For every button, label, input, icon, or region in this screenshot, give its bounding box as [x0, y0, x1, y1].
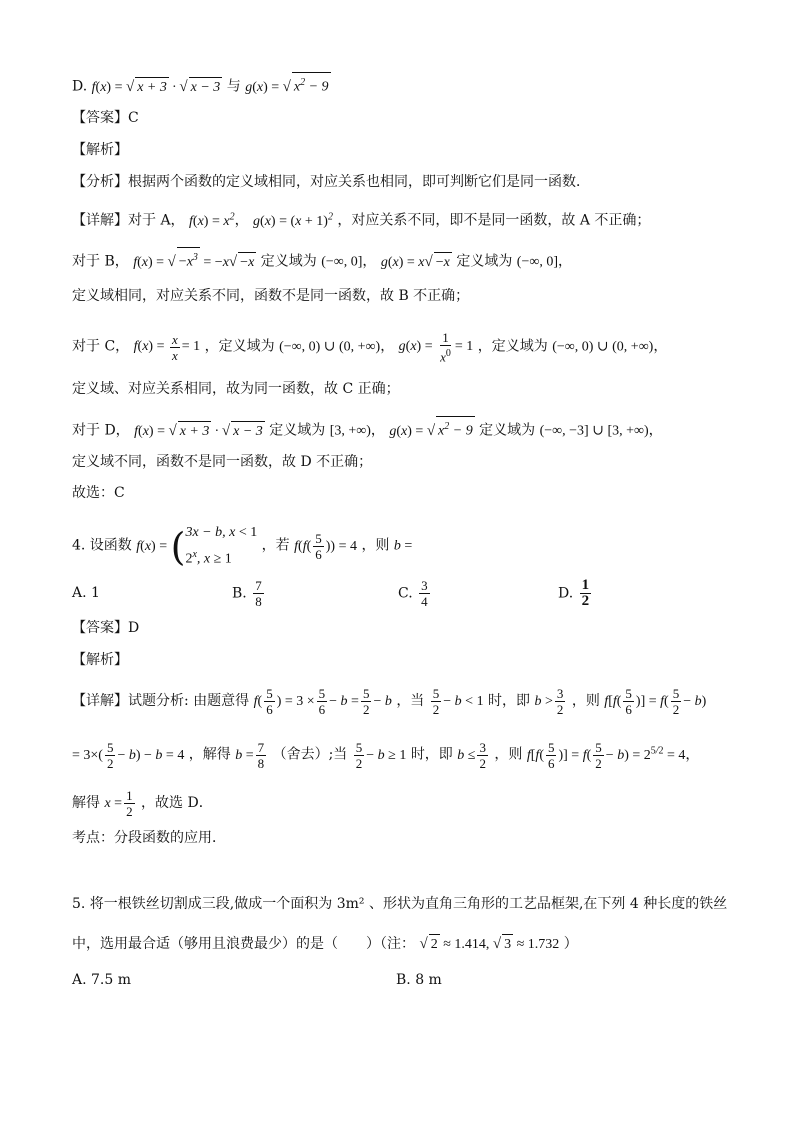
option-label: D.: [72, 78, 88, 95]
option-label: D.: [558, 585, 574, 602]
question-4: [72, 522, 412, 571]
formula: (−∞, 0) ∪ (0, +∞)，: [279, 339, 395, 355]
question-tail: ，则: [361, 537, 390, 554]
detail-d-line: [72, 416, 663, 442]
question-mid: ，若: [261, 537, 290, 554]
question-text: 中，选用最合适（够用且浪费最少）的是（ ）（注：: [72, 936, 415, 952]
formula: [3, +∞)，: [329, 423, 385, 439]
domain-text: ，定义域为: [477, 338, 548, 355]
detail-tail: ，对应关系不同，即不是同一函数，故 A 不正确；: [337, 212, 651, 229]
detail-b-conclusion: 定义域相同，对应关系不同，函数不是同一函数，故 B 不正确；: [72, 288, 470, 304]
formula: $\frac{5}{2}$ − b < 1: [432, 686, 484, 718]
formula: f(x) = √ x + 3 · √ x − 3: [134, 424, 265, 439]
analysis-text: 【分析】根据两个函数的定义域相同，对应关系也相同，即可判断它们是同一函数．: [72, 174, 590, 190]
q4-solution-line-3: [72, 786, 213, 821]
domain-text: 定义域为: [260, 253, 317, 270]
question-5-line-2: [72, 934, 578, 955]
detail-c-line: [72, 330, 667, 364]
formula: f[f( $\frac{5}{6}$ )] = f( $\frac{5}{2}$ − $b) = 2^{5/2} = 4$，: [526, 739, 700, 771]
detail-lead: 【详解】对于 A，: [72, 212, 185, 229]
formula: $f(x) = x^2$: [189, 211, 235, 229]
domain-text: 定义域为: [479, 422, 536, 439]
formula: f(f( $\frac{5}{6}$ )) = 4: [294, 530, 357, 562]
option-a[interactable]: A. 7.5 m: [72, 972, 132, 988]
formula: (−∞, 0) ∪ (0, +∞)，: [552, 339, 668, 355]
formula: (−∞, 0]，: [321, 254, 377, 270]
analysis-label: 【解析】: [72, 142, 128, 158]
formula: f( $\frac{5}{6}$ ) = 3 × $\frac{5}{6}$ − b = $\frac{5}{2}$ − b: [253, 686, 392, 718]
q4-solution-line-1: [72, 684, 706, 719]
formula: b ≤ $\frac{3}{2}$: [457, 739, 486, 771]
detail-c-conclusion: 定义域、对应关系相同，故为同一函数，故 C 正确；: [72, 381, 400, 397]
option-label: B.: [232, 585, 247, 602]
answer-label: 【答案】D: [72, 620, 140, 636]
detail-b-line: [72, 247, 572, 273]
detail-lead: 对于 B，: [72, 253, 129, 270]
option-c[interactable]: C. $\frac{3}{4}$: [398, 578, 428, 609]
solution-text: 时，即: [410, 746, 453, 763]
solution-text: ，解得: [188, 746, 231, 763]
solution-text: ，当: [396, 693, 425, 709]
option-d-line: [72, 72, 331, 98]
question-5-options: [72, 970, 722, 994]
domain-text: 定义域为: [269, 422, 326, 439]
formula: b =: [393, 538, 413, 554]
formula: $\frac{5}{2}$ − b ≥ 1: [355, 739, 407, 771]
answer-label: 【答案】C: [72, 110, 139, 126]
detail-lead: 对于 C，: [72, 338, 130, 355]
q4-solution-line-2: [72, 734, 699, 773]
choice-text: 故选：C: [72, 485, 125, 501]
detail-d-conclusion: 定义域不同，函数不是同一函数，故 D 不正确；: [72, 454, 373, 470]
key-point: 考点：分段函数的应用．: [72, 830, 226, 846]
detail-a-line: 【详解】对于 A， $f(x) = x^2$， $g(x) = (x + 1)^2$ ，对应关系不同，即不是同一函数，故 A 不正确；: [72, 211, 651, 229]
formula: √ 2 ≈ 1.414, √ 3 ≈ 1.732: [419, 937, 559, 952]
formula: x = $\frac{1}{2}$: [104, 788, 133, 820]
formula: g(x) = √ $x^2 - 9$: [389, 424, 474, 439]
domain-text: 定义域为: [456, 253, 513, 270]
option-d[interactable]: D. $\frac{1}{2}$: [558, 577, 590, 609]
solution-text: ，则: [571, 693, 600, 709]
option-label: C.: [398, 585, 413, 602]
solution-text: 解得: [72, 795, 100, 811]
formula: $g(x) = (x + 1)^2$: [253, 211, 333, 229]
analysis-label: 【解析】: [72, 652, 128, 668]
formula: g(x) = √ $x^2 - 9$: [245, 80, 330, 95]
solution-text: ，故选 D．: [141, 795, 213, 811]
formula: = 3×( $\frac{5}{2}$ − b) − b = 4: [72, 739, 185, 771]
question-4-options: [72, 578, 722, 618]
formula: f(x) = √ $-x^3 = -x√ -x$: [133, 255, 256, 270]
formula: f(x) = ( 3x − b, x < 1 2$^x$, x ≥ 1: [136, 524, 258, 569]
solution-text: （舍去）;当: [272, 746, 348, 763]
formula: (−∞, 0]，: [516, 254, 572, 270]
formula: b > $\frac{3}{2}$: [534, 686, 564, 718]
question-text: ）: [563, 936, 578, 952]
question-5-line-1: 5. 将一根铁丝切割成三段,做成一个面积为 3m² 、形状为直角三角形的工艺品框架,在下列 4 种长度的铁丝: [72, 896, 728, 912]
solution-text: ，则: [494, 746, 523, 763]
solution-text: 时，即: [488, 693, 531, 709]
formula: g(x) = x√ −x: [381, 255, 452, 270]
domain-text: ，定义域为: [204, 338, 275, 355]
option-a[interactable]: A. 1: [72, 585, 100, 601]
formula: f(x) = $\frac{x}{x}$ = 1: [133, 331, 201, 363]
option-b[interactable]: B. $\frac{7}{8}$: [232, 578, 262, 609]
connector-text: 与: [226, 78, 241, 95]
formula: g(x) = $\frac{1}{x^0}$ = 1: [398, 330, 474, 365]
option-b[interactable]: B. 8 m: [396, 972, 442, 988]
formula: (−∞, −3] ∪ [3, +∞)，: [539, 423, 663, 439]
formula: b = $\frac{7}{8}$: [235, 739, 265, 771]
formula: f[f( $\frac{5}{6}$ )] = f( $\frac{5}{2}$ − b): [604, 686, 707, 718]
formula: f(x) = √ x + 3 · √ x − 3: [92, 80, 223, 95]
detail-lead: 对于 D，: [72, 422, 130, 439]
question-lead: 4. 设函数: [72, 537, 132, 554]
solution-lead: 【详解】试题分析: 由题意得: [72, 693, 250, 709]
